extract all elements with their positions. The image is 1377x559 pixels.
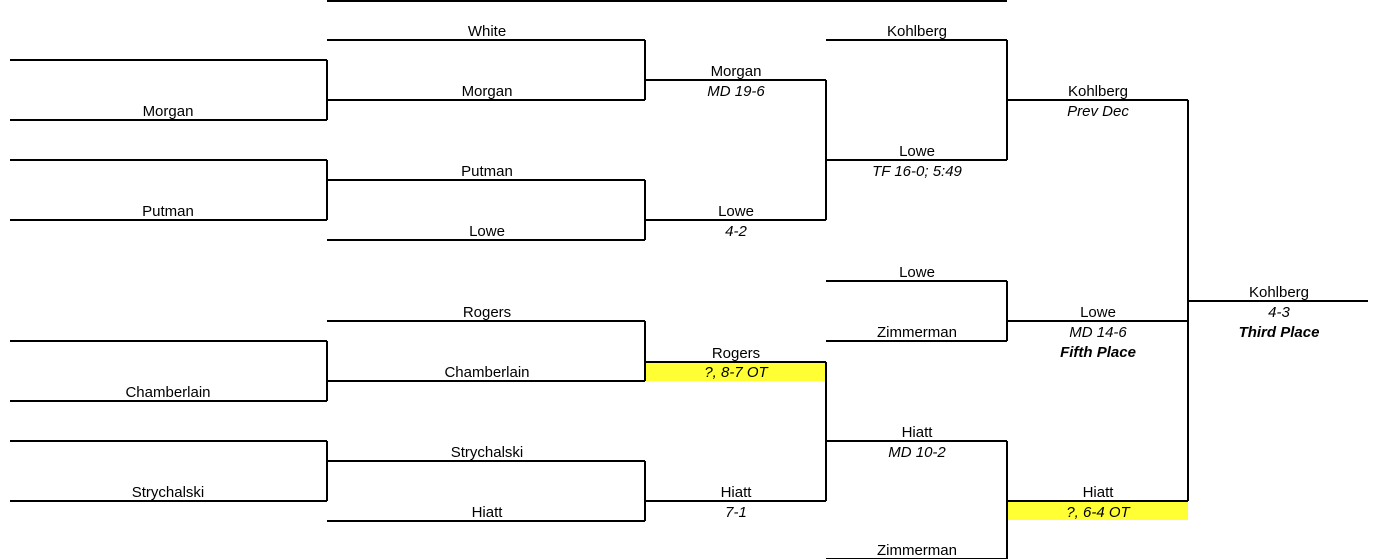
round-5 (1007, 100, 1188, 501)
fifth-place-label: Fifth Place (1060, 344, 1136, 361)
r4-zimmerman: Zimmerman (876, 542, 958, 559)
r3-lowe-score: 4-2 (725, 223, 747, 240)
r2-hiatt: Hiatt (471, 504, 503, 521)
r2-rogers: Rogers (462, 304, 512, 321)
r6-kohlberg: Kohlberg (1248, 284, 1310, 301)
r4-kohlberg: Kohlberg (886, 23, 948, 40)
r1-morgan: Morgan (142, 103, 194, 120)
r2-lowe: Lowe (469, 223, 505, 240)
r3-morgan-score: MD 19-6 (707, 83, 765, 100)
r4-lowe: Lowe (899, 143, 935, 160)
r5-kohlberg-score: Prev Dec (1067, 103, 1129, 120)
r4-hiatt: Hiatt (901, 424, 933, 441)
r3-hiatt: Hiatt (720, 484, 752, 501)
r6-score: 4-3 (1268, 304, 1290, 321)
round-1 (10, 60, 327, 501)
r5-fifth-lowe: Lowe (1080, 304, 1116, 321)
r5-fifth-score: MD 14-6 (1069, 324, 1127, 341)
r2-morgan: Morgan (461, 83, 513, 100)
r2-strychalski: Strychalski (450, 444, 524, 461)
r2-putman: Putman (461, 163, 513, 180)
r4-fifth-lowe: Lowe (899, 264, 935, 281)
r4-hiatt-score: MD 10-2 (888, 444, 946, 461)
r1-chamberlain: Chamberlain (125, 384, 211, 401)
r4-lowe-score: TF 16-0; 5:49 (872, 163, 962, 180)
r3-rogers-score: ?, 8-7 OT (704, 364, 768, 381)
r3-rogers: Rogers (711, 345, 761, 362)
round-3 (645, 80, 826, 501)
third-place-label: Third Place (1238, 324, 1320, 341)
r5-hiatt-score: ?, 6-4 OT (1066, 504, 1130, 521)
r3-morgan: Morgan (710, 63, 762, 80)
r3-lowe: Lowe (718, 203, 754, 220)
r2-white: White (467, 23, 507, 40)
r5-hiatt: Hiatt (1082, 484, 1114, 501)
r2-chamberlain: Chamberlain (444, 364, 530, 381)
r1-putman: Putman (142, 203, 194, 220)
r4-fifth-zimmerman: Zimmerman (876, 324, 958, 341)
r5-kohlberg: Kohlberg (1067, 83, 1129, 100)
r3-hiatt-score: 7-1 (725, 504, 747, 521)
round-4 (826, 40, 1007, 559)
r1-strychalski: Strychalski (131, 484, 205, 501)
